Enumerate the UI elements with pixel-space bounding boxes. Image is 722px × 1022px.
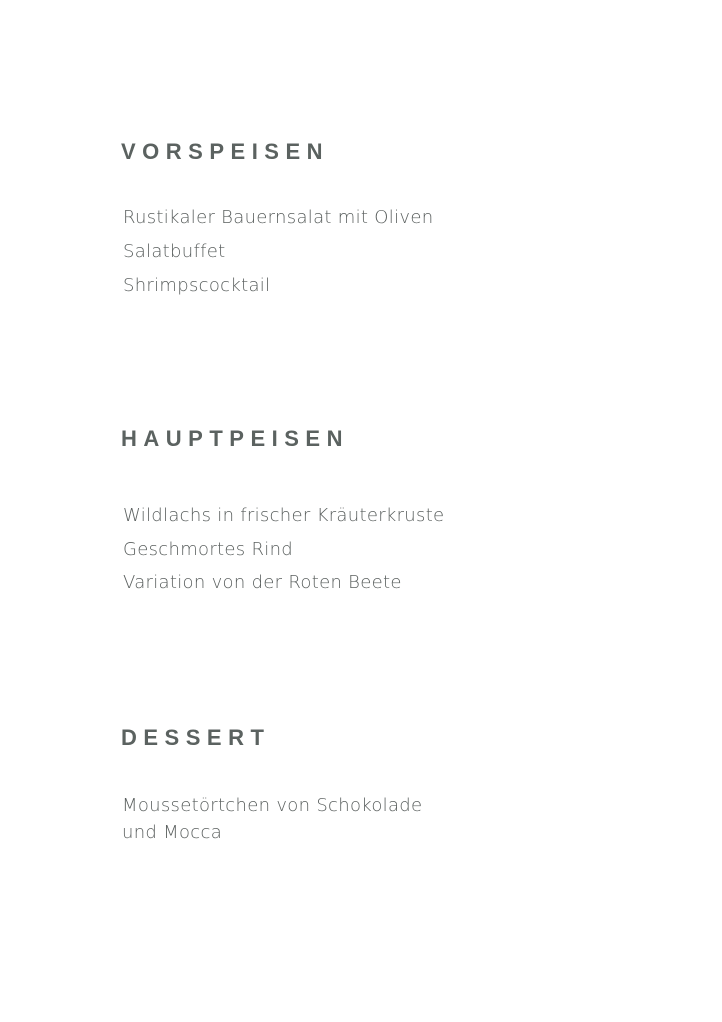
menu-item: Variation von der Roten Beete xyxy=(123,572,402,593)
menu-item: Shrimpscocktail xyxy=(123,275,271,296)
menu-item: Rustikaler Bauernsalat mit Oliven xyxy=(123,207,434,228)
vorspeisen-list xyxy=(123,201,433,303)
section-heading-vorspeisen: VORSPEISEN xyxy=(121,139,330,164)
dessert-item xyxy=(122,792,422,846)
dessert-item-line: und Mocca xyxy=(122,822,223,843)
dessert-item-line: Moussetörtchen von Schokolade xyxy=(122,795,423,816)
menu-item: Geschmortes Rind xyxy=(123,538,294,560)
menu-item: Salatbuffet xyxy=(123,241,226,262)
section-heading-hauptspeisen: HAUPTPEISEN xyxy=(121,426,349,451)
hauptspeisen-list xyxy=(123,499,444,600)
section-heading-dessert: DESSERT xyxy=(121,725,271,750)
menu-item: Wildlachs in frischer Kräuterkruste xyxy=(123,505,445,526)
